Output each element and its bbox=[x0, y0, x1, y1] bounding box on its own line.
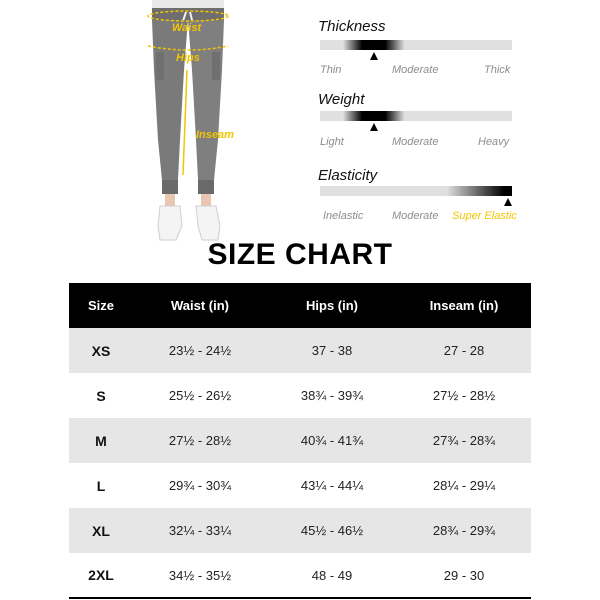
inseam-cell: 27 - 28 bbox=[443, 343, 485, 358]
size-cell: XL bbox=[92, 522, 110, 539]
scale-bar bbox=[320, 111, 512, 121]
right-cuff bbox=[198, 180, 214, 194]
scale-pointer bbox=[504, 198, 512, 206]
scale-title: Elasticity bbox=[318, 167, 378, 184]
scale-bar bbox=[320, 186, 512, 196]
weight-scale bbox=[318, 91, 518, 153]
size-chart-table bbox=[69, 283, 531, 599]
table-row bbox=[69, 553, 531, 599]
hips-cell: 40¾ - 41¾ bbox=[300, 433, 364, 448]
hips-cell: 43¼ - 44¼ bbox=[300, 478, 364, 493]
scale-tick: Moderate bbox=[392, 210, 439, 222]
hips-label: Hips bbox=[176, 52, 200, 64]
waist-cell: 29¾ - 30¾ bbox=[168, 478, 232, 493]
scale-tick: Moderate bbox=[392, 64, 439, 76]
table-row bbox=[69, 463, 531, 508]
inseam-guide bbox=[183, 70, 187, 175]
inseam-label: Inseam bbox=[196, 129, 234, 141]
inseam-cell: 28¾ - 29¾ bbox=[432, 523, 496, 538]
scale-tick-highlight: Super Elastic bbox=[452, 210, 517, 222]
elasticity-scale bbox=[318, 167, 518, 229]
scale-bar bbox=[320, 40, 512, 50]
right-ankle bbox=[201, 194, 211, 206]
inseam-cell: 29 - 30 bbox=[443, 567, 485, 583]
scale-tick: Inelastic bbox=[323, 210, 364, 222]
waist-label: Waist bbox=[172, 22, 202, 34]
hips-cell: 48 - 49 bbox=[311, 567, 353, 583]
table-row bbox=[69, 418, 531, 463]
header-size: Size bbox=[87, 298, 114, 313]
scale-tick: Thick bbox=[484, 64, 511, 76]
hips-cell: 38¾ - 39¾ bbox=[300, 388, 364, 403]
right-shoe bbox=[196, 206, 220, 240]
pants-illustration bbox=[140, 0, 240, 245]
waist-cell: 32¼ - 33¼ bbox=[168, 523, 232, 538]
inseam-cell: 27¾ - 28¾ bbox=[432, 433, 496, 448]
right-pocket bbox=[212, 52, 220, 80]
size-cell: L bbox=[96, 477, 106, 494]
size-cell: 2XL bbox=[88, 567, 114, 583]
waist-cell: 34½ - 35½ bbox=[168, 567, 232, 583]
hips-cell: 37 - 38 bbox=[311, 343, 353, 358]
waistband bbox=[152, 8, 224, 20]
table-row bbox=[69, 328, 531, 373]
table-row bbox=[69, 373, 531, 418]
thickness-scale bbox=[318, 18, 518, 80]
size-cell: M bbox=[95, 432, 107, 449]
scale-title: Thickness bbox=[318, 18, 386, 35]
size-cell: S bbox=[96, 387, 106, 404]
scale-title: Weight bbox=[318, 91, 365, 108]
waist-cell: 23½ - 24½ bbox=[168, 343, 232, 358]
inseam-cell: 27½ - 28½ bbox=[432, 388, 496, 403]
waist-cell: 25½ - 26½ bbox=[168, 388, 232, 403]
right-leg bbox=[188, 20, 224, 180]
hips-cell: 45½ - 46½ bbox=[300, 523, 364, 538]
header-waist: Waist (in) bbox=[170, 298, 229, 313]
left-cuff bbox=[162, 180, 178, 194]
product-figure bbox=[140, 0, 240, 245]
header-inseam: Inseam (in) bbox=[429, 298, 499, 313]
size-cell: XS bbox=[91, 342, 111, 359]
scale-tick: Thin bbox=[320, 64, 342, 76]
left-pocket bbox=[156, 52, 164, 80]
scale-tick: Light bbox=[320, 136, 344, 148]
shirt-hem bbox=[152, 0, 224, 8]
header-hips: Hips (in) bbox=[306, 298, 358, 313]
scale-pointer bbox=[370, 123, 378, 131]
inseam-cell: 28¼ - 29¼ bbox=[432, 478, 496, 493]
left-leg bbox=[152, 20, 188, 180]
scale-tick: Heavy bbox=[478, 136, 510, 148]
left-shoe bbox=[158, 206, 182, 240]
table-row bbox=[69, 508, 531, 553]
scale-tick: Moderate bbox=[392, 136, 439, 148]
waist-cell: 27½ - 28½ bbox=[168, 433, 232, 448]
left-ankle bbox=[165, 194, 175, 206]
size-chart-title: SIZE CHART bbox=[207, 238, 393, 271]
table-header-row bbox=[69, 283, 531, 328]
scale-pointer bbox=[370, 52, 378, 60]
